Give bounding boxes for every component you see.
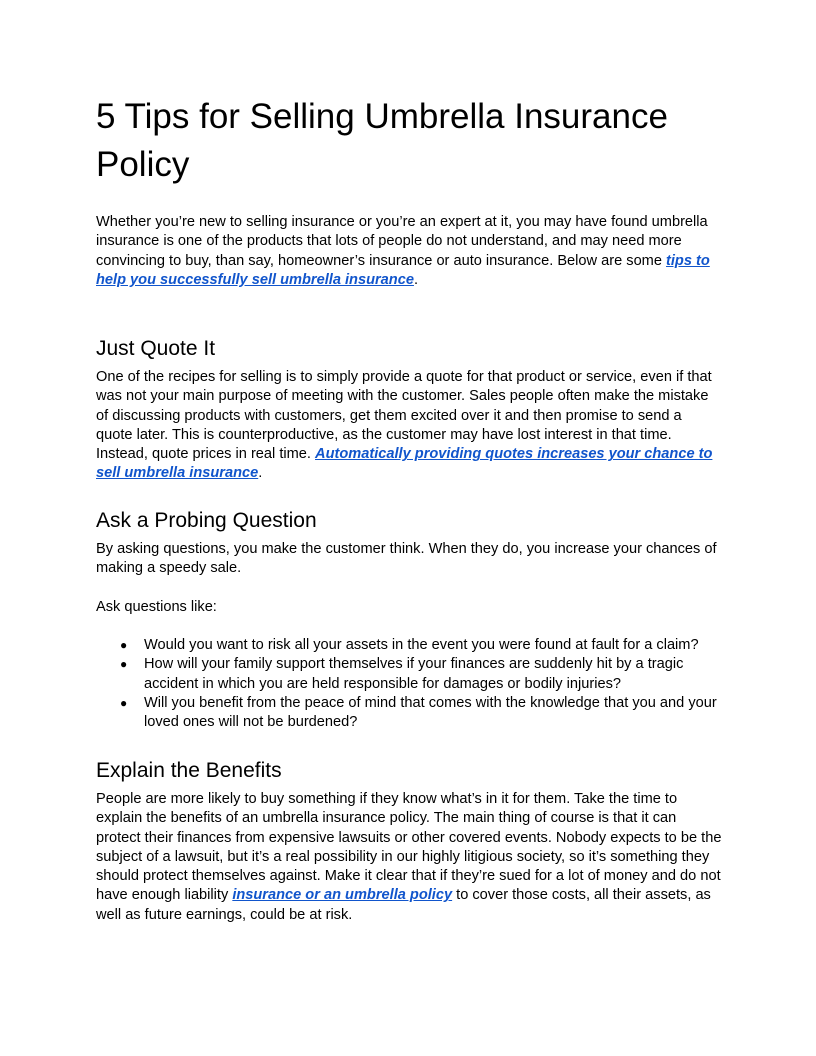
benefits-after: to cover those costs, all their assets, as well as future earnings, could be at risk. [96,887,711,923]
quotes-link[interactable]: Automatically providing quotes increases your chance to sell umbrella insurance [96,446,713,482]
section-heading-ask-probing-question: Ask a Probing Question [96,509,317,532]
list-item [96,636,722,655]
intro-text: Whether you’re new to selling insurance or you’re an expert at it, you may have found umbrella insurance is one of the products that lots of people do not understand, and may need more convincing to buy, than say, homeowner’s insurance or auto insurance. Below are some [96,214,708,269]
bullet-icon: ● [120,638,128,652]
section-heading-explain-benefits: Explain the Benefits [96,759,282,782]
list-item [96,655,722,694]
intro-tips-link[interactable]: tips to help you successfully sell umbrella insurance [96,252,710,288]
bullet-icon: ● [120,695,128,710]
section-text-just-quote-it [96,368,722,484]
question-list [96,636,722,732]
intro-paragraph [96,213,722,290]
benefits-text: People are more likely to buy something if they know what’s in it for them. Take the time to explain the benefits of an umbrella insurance policy. The main thing of course is that it can protect their finances from expensive lawsuits or other covered events. Nobody expects to be the subject of a lawsuit, but it’s a real possibility in our highly litigious society, so it’s something they should protect themselves against. Make it clear that if they’re sued for a lot of money and do not have enough liability [96,791,722,904]
umbrella-policy-link[interactable]: insurance or an umbrella policy [232,887,453,904]
list-item-text: How will your family support themselves if your finances are suddenly hit by a tragic accident in which you are held responsible for damages or bodily injuries? [144,656,684,692]
section-text-ask-probing-question: By asking questions, you make the customer think. When they do, you increase your chances of making a speedy sale. [96,541,717,577]
bullet-icon: ● [120,657,128,672]
list-item [96,694,722,733]
page-title: 5 Tips for Selling Umbrella Insurance Policy [96,97,668,184]
list-item-text: Will you benefit from the peace of mind that comes with the knowledge that you and your loved ones will not be burdened? [144,694,717,731]
intro-after: . [413,271,419,288]
quote-text: One of the recipes for selling is to simply provide a quote for that product or service, even if that was not your main purpose of meeting with the customer. Sales people often make the mistake of discussing products with customers, get them excited over it and then promise to send a quote later. This is counterproductive, as the customer may have lost interest in that time. Instead, quote prices in real time. [96,369,712,463]
ask-questions-lead: Ask questions like: [96,599,217,615]
list-item-text: Would you want to risk all your assets in the event you were found at fault for a claim? [144,637,699,653]
section-text-explain-benefits [96,790,722,925]
quote-after: . [258,465,263,482]
section-heading-just-quote-it: Just Quote It [96,337,216,360]
